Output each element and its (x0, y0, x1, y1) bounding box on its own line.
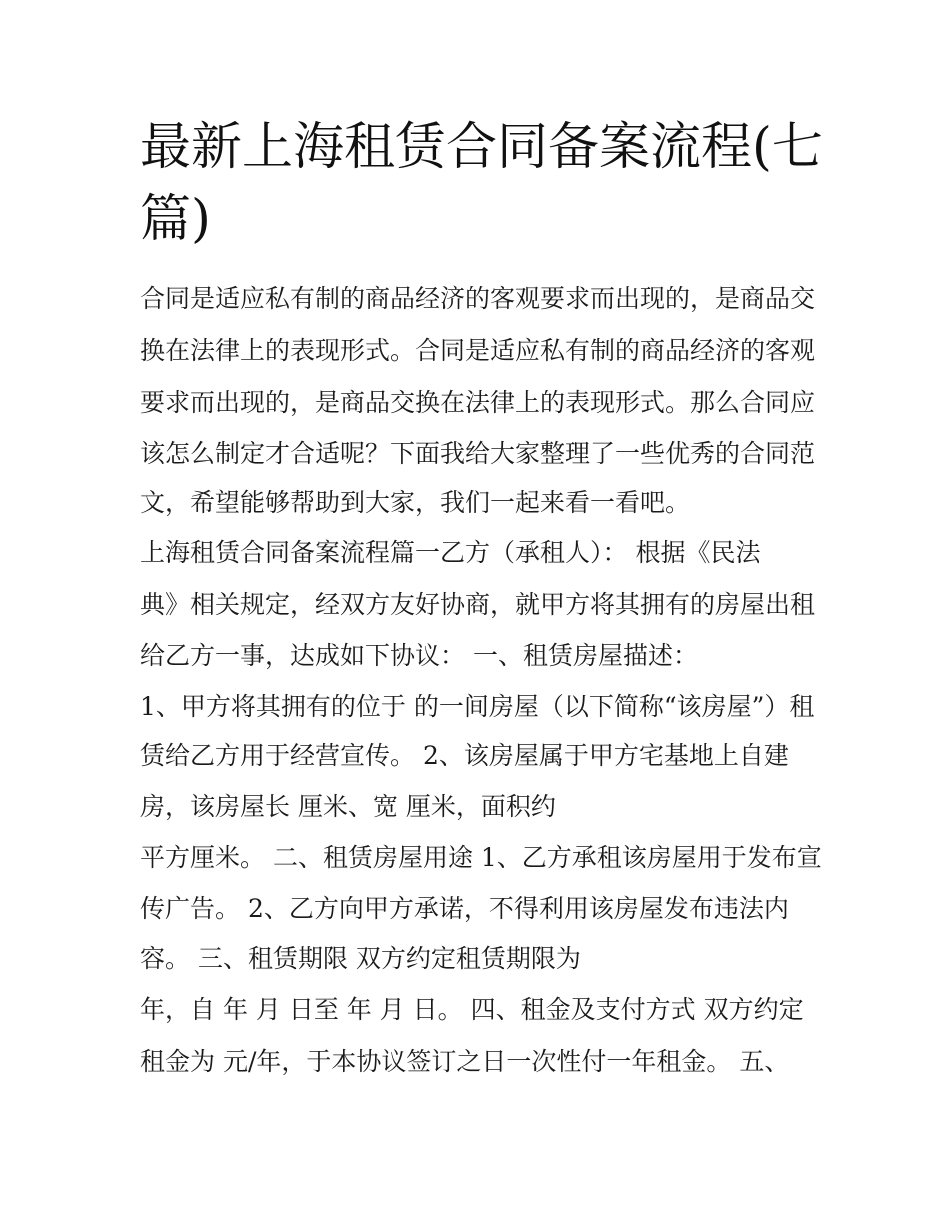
text-line-16: 租金为 元/年，于本协议签订之日一次性付一年租金。 五、 (140, 1047, 790, 1076)
text-line-1: 合同是适应私有制的商品经济的客观要求而出现的，是商品交 (140, 284, 816, 313)
text-line-2: 换在法律上的表现形式。合同是适应私有制的商品经济的客观 (140, 336, 816, 365)
text-line-8: 给乙方一事，达成如下协议： 一、租赁房屋描述： (140, 641, 698, 670)
title-line-2: 篇) (140, 190, 211, 249)
text-line-7: 典》相关规定，经双方友好协商，就甲方将其拥有的房屋出租 (140, 590, 816, 619)
text-line-12: 平方厘米。 二、租赁房屋用途 1、乙方承租该房屋用于发布宣 (140, 843, 822, 872)
text-line-5: 文，希望能够帮助到大家，我们一起来看一看吧。 (140, 488, 691, 517)
text-line-6: 上海租赁合同备案流程篇一乙方（承租人）： 根据《民法 (140, 538, 761, 567)
text-line-14: 容。 三、租赁期限 双方约定租赁期限为 (140, 944, 581, 973)
title-line-1: 最新上海租赁合同备案流程(七 (140, 118, 823, 177)
text-line-3: 要求而出现的，是商品交换在法律上的表现形式。那么合同应 (140, 388, 816, 417)
text-line-9: 1、甲方将其拥有的位于 的一间房屋（以下简称“该房屋”）租 (140, 692, 815, 721)
text-line-13: 传广告。 2、乙方向甲方承诺，不得利用该房屋发布违法内 (140, 894, 789, 923)
text-line-10: 赁给乙方用于经营宣传。 2、该房屋属于甲方宅基地上自建 (140, 741, 789, 770)
text-line-15: 年，自 年 月 日至 年 月 日。 四、租金及支付方式 双方约定 (140, 995, 804, 1024)
document-title (140, 112, 830, 256)
text-line-4: 该怎么制定才合适呢？下面我给大家整理了一些优秀的合同范 (140, 439, 816, 468)
text-line-11: 房，该房屋长 厘米、宽 厘米，面积约 (140, 792, 556, 821)
